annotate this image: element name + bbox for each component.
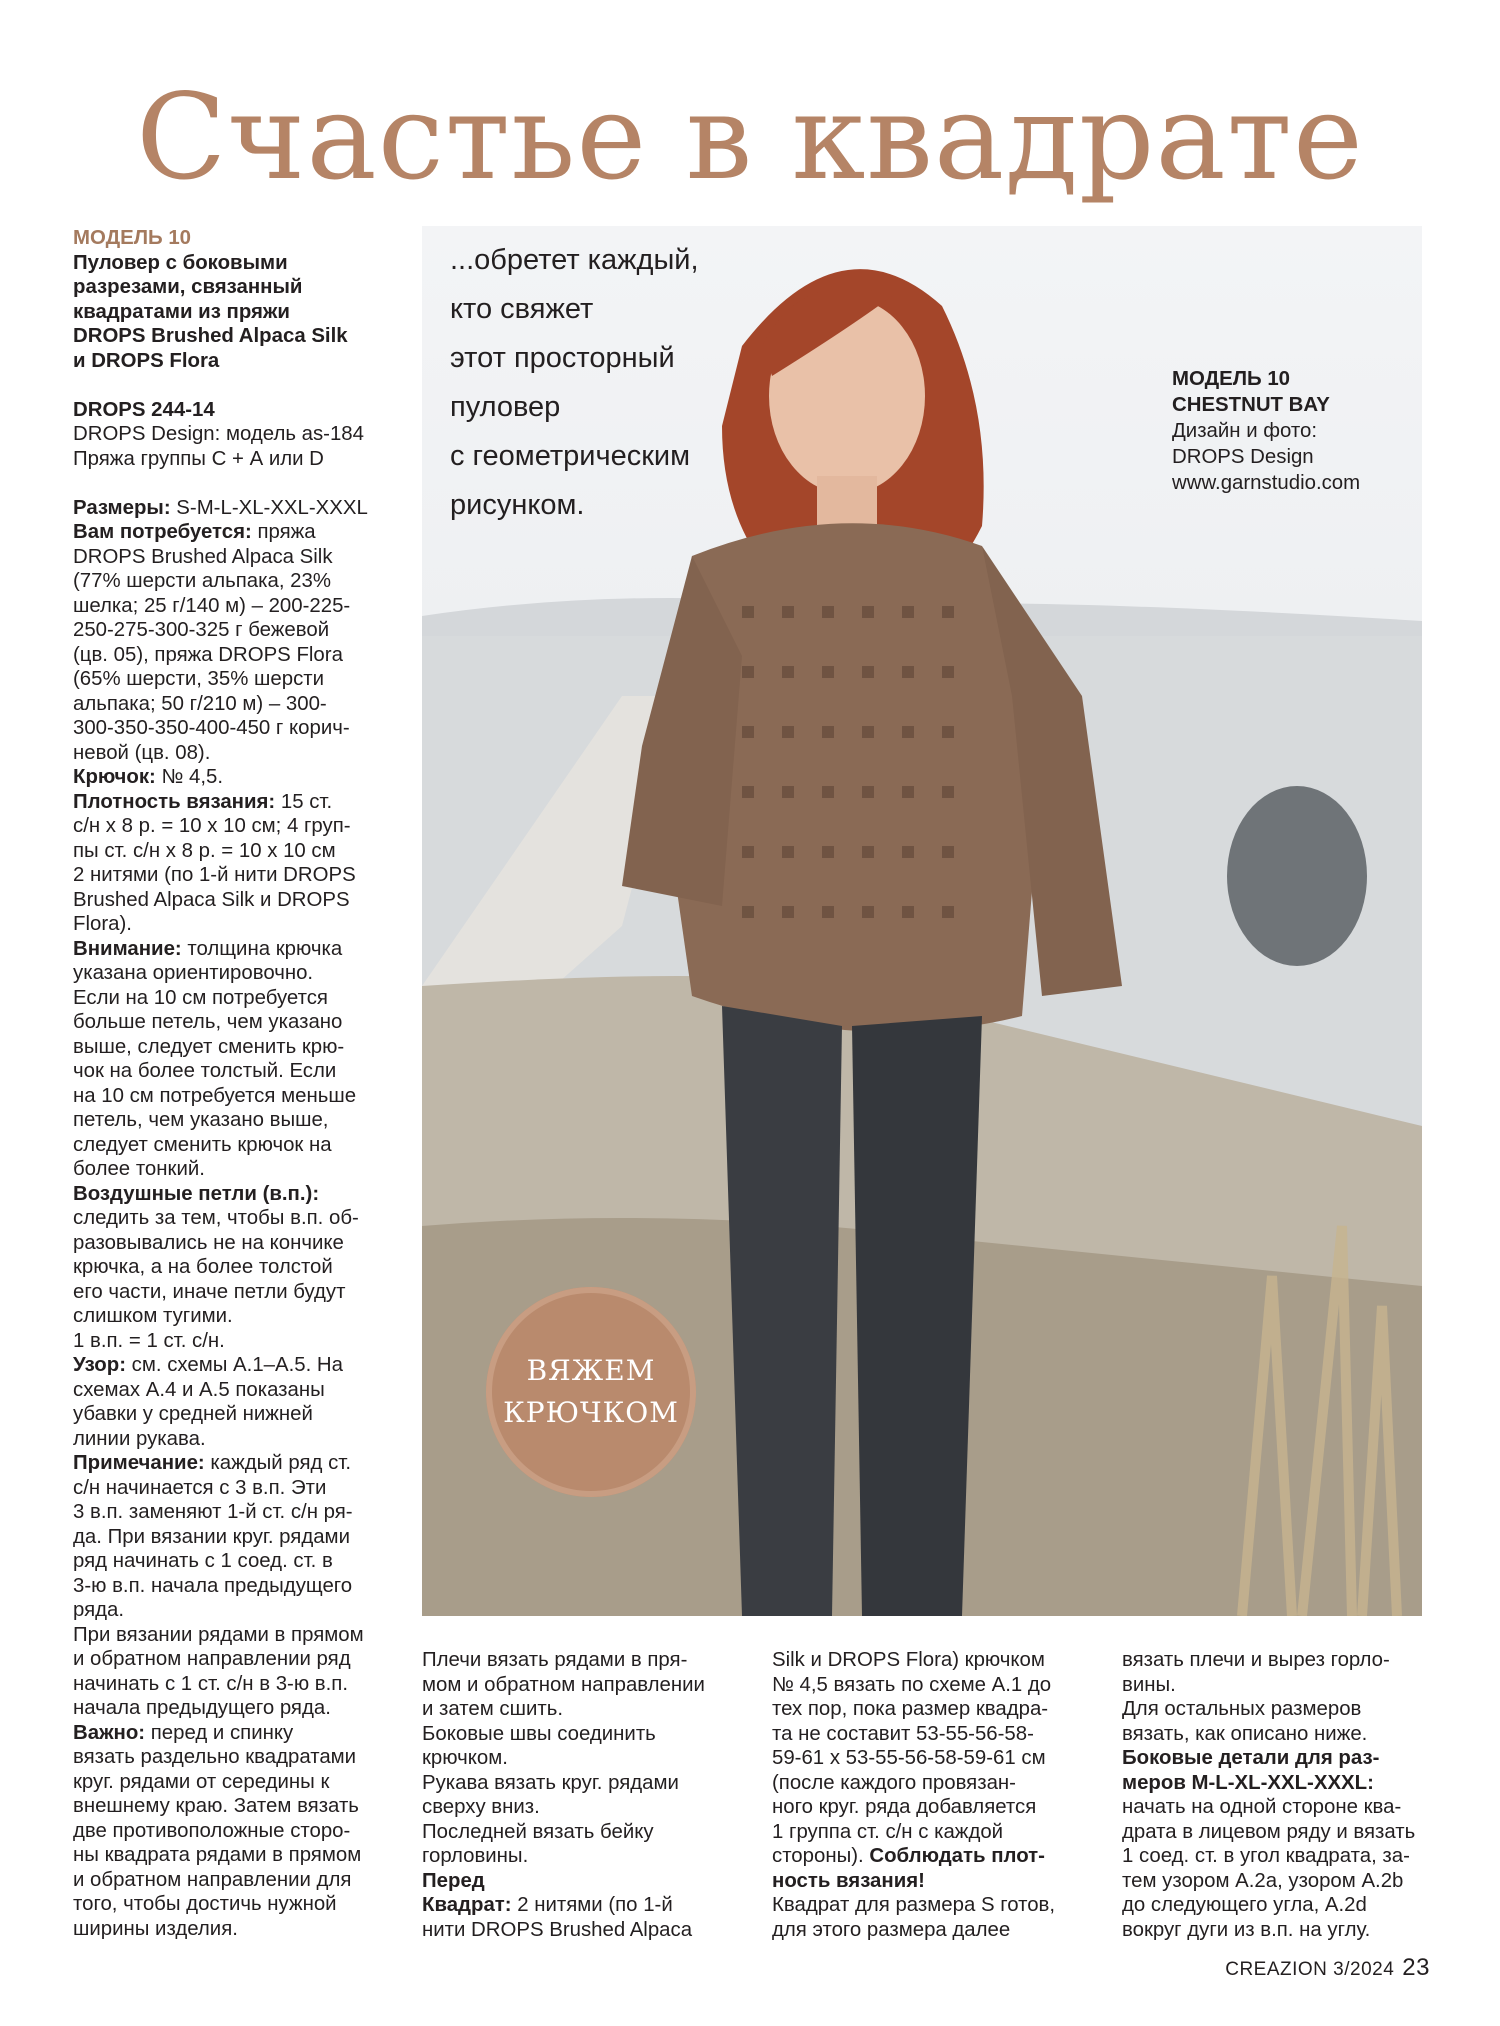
instruction-line: Brushed Alpaca Silk и DROPS [73,888,350,911]
instruction-label: Примечание: [73,1452,205,1474]
instruction-line: При вязании рядами в прямом [73,1623,364,1646]
instruction-line: крючка, а на более толстой [73,1256,333,1278]
instruction-line: начала предыдущего ряда. [73,1697,331,1719]
instruction-line: более тонкий. [73,1158,205,1180]
instruction-line: больше петель, чем указано [73,1011,343,1033]
instruction-label: Размеры: [73,496,171,519]
model-desc-line: и DROPS Flora [73,349,220,372]
column-line: крючком. [422,1747,508,1769]
instruction-line: ряда. [73,1599,125,1621]
section-heading: Перед [422,1869,485,1892]
instruction-line: Flora). [73,913,132,935]
credit-name: CHESTNUT BAY [1172,394,1330,416]
model-desc-line: квадратами из пряжи [73,300,290,323]
quote-line: с геометрическим [450,440,691,472]
column-line: (после каждого провязан- [772,1771,1016,1794]
column-line: Рукава вязать круг. рядами [422,1771,679,1794]
column-line: вокруг дуги из в.п. на углу. [1122,1918,1371,1941]
column-line: 59-61 х 53-55-56-58-59-61 см [772,1747,1046,1769]
instruction-line: внешнему краю. Затем вязать [73,1795,359,1817]
page-title: Счастье в квадрате [136,68,1364,206]
instruction-line: ширины изделия. [73,1917,238,1940]
instruction-line: на 10 см потребуется меньше [73,1084,357,1107]
column-line: стороны). [772,1845,864,1867]
column-line: Квадрат для размера S готов, [772,1894,1056,1916]
crochet-badge [486,1287,696,1497]
instruction-line: петель, чем указано выше, [73,1109,329,1131]
column-line: сверху вниз. [422,1796,540,1818]
quote-line: рисунком. [450,489,585,521]
column-line: до следующего угла, А.2d [1122,1894,1367,1916]
instruction-line: 300-350-350-400-450 г корич- [73,717,350,739]
column-line: № 4,5 вязать по схеме А.1 до [772,1673,1052,1696]
instruction-line: ряд начинать с 1 соед. ст. в [73,1550,333,1572]
column-line: Соблюдать плот- [863,1845,1045,1867]
instruction-line: DROPS Brushed Alpaca Silk [73,545,333,568]
column-line: нити DROPS Brushed Alpaca [422,1918,693,1941]
instruction-line: того, чтобы достичь нужной [73,1893,337,1915]
instruction-line: ны квадрата рядами в прямом [73,1844,362,1866]
instruction-label: Воздушные петли (в.п.): [73,1182,320,1205]
instruction-line: разовывались не на кончике [73,1231,344,1254]
column-line: та не составит 53-55-56-58- [772,1722,1034,1745]
magazine-name: CREAZION 3/2024 [1225,1959,1395,1980]
instruction-line: (65% шерсти, 35% шерсти [73,668,324,690]
instruction-line: вязать раздельно квадратами [73,1746,357,1768]
column-line: и затем сшить. [422,1698,564,1720]
instruction-line: 2 нитями (по 1-й нити DROPS [73,864,356,886]
design-line: DROPS Design: модель as-184 [73,423,364,445]
instruction-line: линии рукава. [73,1427,206,1450]
model-desc-line: DROPS Brushed Alpaca Silk [73,325,348,347]
column-line: драта в лицевом ряду и вязать [1122,1820,1416,1843]
column-line: Последней вязать бейку [422,1820,654,1843]
column-line: мом и обратном направлении [422,1673,705,1696]
instruction-line: 3 в.п. заменяют 1-й ст. с/н ря- [73,1501,353,1523]
quote-line: ...обретет каждый, [450,244,699,276]
text-column-2 [422,1648,732,1942]
column-line: Квадрат: 2 нитями (по 1-й [422,1894,673,1916]
column-line: ного круг. ряда добавляется [772,1796,1037,1818]
instruction-label: Вам потребуется: [73,521,252,543]
instruction-line: две противоположные сторо- [73,1819,351,1842]
column-line: Для остальных размеров [1122,1698,1362,1720]
instruction-line: его части, иначе петли будут [73,1280,346,1303]
instruction-line: и обратном направлении ряд [73,1648,351,1670]
column-line: горловины. [422,1845,529,1867]
instruction-line: 250-275-300-325 г бежевой [73,619,330,641]
pull-quote [450,236,699,530]
instruction-label: Крючок: [73,766,156,788]
instruction-line: да. При вязании круг. рядами [73,1525,350,1548]
column-line: для этого размера далее [772,1918,1011,1941]
instruction-label: Важно: [73,1721,146,1744]
model-desc-line: разрезами, связанный [73,276,303,298]
instruction-line: Важно: перед и спинку [73,1721,294,1744]
instruction-line: Вам потребуется: пряжа [73,521,316,543]
instruction-line: чок на более толстый. Если [73,1060,337,1082]
instruction-line: следить за тем, чтобы в.п. об- [73,1207,359,1229]
pattern-code: DROPS 244-14 [73,398,215,421]
photo-credit [1172,366,1360,496]
instruction-label: Внимание: [73,937,182,960]
credit-line: Дизайн и фото: [1172,420,1318,442]
quote-line: кто свяжет [450,293,594,325]
instruction-line: указана ориентировочно. [73,962,314,984]
column-line: 1 соед. ст. в угол квадрата, за- [1122,1845,1410,1867]
column-line: Боковые детали для раз- [1122,1747,1380,1769]
credit-model: МОДЕЛЬ 10 [1172,368,1291,390]
instruction-line: Примечание: каждый ряд ст. [73,1452,352,1474]
column-line: начать на одной стороне ква- [1122,1796,1402,1818]
instruction-line: альпака; 50 г/210 м) – 300- [73,692,327,715]
instruction-line: Размеры: S-M-L-XL-XXL-XXXL [73,496,368,519]
instruction-line: (цв. 05), пряжа DROPS Flora [73,643,343,666]
instruction-line: (77% шерсти альпака, 23% [73,570,331,592]
instruction-line: невой (цв. 08). [73,741,211,764]
instruction-line: 1 в.п. = 1 ст. с/н. [73,1329,225,1352]
instruction-line: Плотность вязания: 15 ст. [73,790,333,813]
inline-label: Квадрат: [422,1894,512,1916]
instruction-line: следует сменить крючок на [73,1133,332,1156]
instruction-line: круг. рядами от середины к [73,1770,330,1793]
instruction-line: Если на 10 см потребуется [73,986,328,1009]
column-line: тех пор, пока размер квадра- [772,1698,1049,1720]
instruction-line: убавки у средней нижней [73,1403,313,1425]
column-line: Silk и DROPS Flora) крючком [772,1649,1045,1671]
column-line: вязать плечи и вырез горло- [1122,1649,1390,1671]
column-line: Боковые швы соединить [422,1722,656,1745]
instruction-line: 3-ю в.п. начала предыдущего [73,1574,353,1597]
credit-url: www.garnstudio.com [1172,472,1361,494]
instruction-line: шелка; 25 г/140 м) – 200-225- [73,594,351,617]
text-column-4 [1122,1648,1432,1942]
column-line: вины. [1122,1673,1176,1696]
column-line: 1 группа ст. с/н с каждой [772,1820,1004,1843]
column-line: меров М-L-XL-XXL-XXXL: [1122,1771,1374,1794]
page-number: 23 [1402,1954,1430,1981]
instruction-label: Узор: [73,1354,126,1376]
instruction-line [73,1182,393,1207]
instruction-line: Узор: см. схемы А.1–А.5. На [73,1354,343,1376]
instructions-blocks [73,496,393,1942]
quote-line: пуловер [450,391,561,423]
model-label: МОДЕЛЬ 10 [73,227,192,249]
instruction-line: Крючок: № 4,5. [73,766,224,788]
instruction-line: и обратном направлении для [73,1868,352,1891]
text-column-3 [772,1648,1082,1942]
page-footer [1225,1954,1430,1982]
instruction-line: с/н х 8 р. = 10 х 10 см; 4 груп- [73,815,351,837]
instruction-line: схемах А.4 и А.5 показаны [73,1378,325,1401]
badge-line: КРЮЧКОМ [503,1396,679,1429]
badge-line: ВЯЖЕМ [526,1354,656,1387]
column-line: ность вязания! [772,1869,925,1892]
design-line: Пряжа группы С + А или D [73,447,324,470]
column-line: тем узором А.2а, узором А.2b [1122,1869,1404,1892]
instruction-line: с/н начинается с 3 в.п. Эти [73,1476,327,1499]
instruction-label: Плотность вязания: [73,790,276,813]
credit-line: DROPS Design [1172,446,1314,468]
instruction-line: Внимание: толщина крючка [73,937,343,960]
instruction-line: начинать с 1 ст. с/н в 3-ю в.п. [73,1672,348,1695]
column-line: вязать, как описано ниже. [1122,1722,1368,1745]
column-line: Плечи вязать рядами в пря- [422,1649,688,1671]
model-desc-line: Пуловер с боковыми [73,251,288,274]
instruction-line: слишком тугими. [73,1305,233,1327]
instruction-line: выше, следует сменить крю- [73,1035,345,1058]
quote-line: этот просторный [450,342,675,374]
left-column [73,226,393,1941]
instruction-line: пы ст. с/н х 8 р. = 10 х 10 см [73,839,336,862]
